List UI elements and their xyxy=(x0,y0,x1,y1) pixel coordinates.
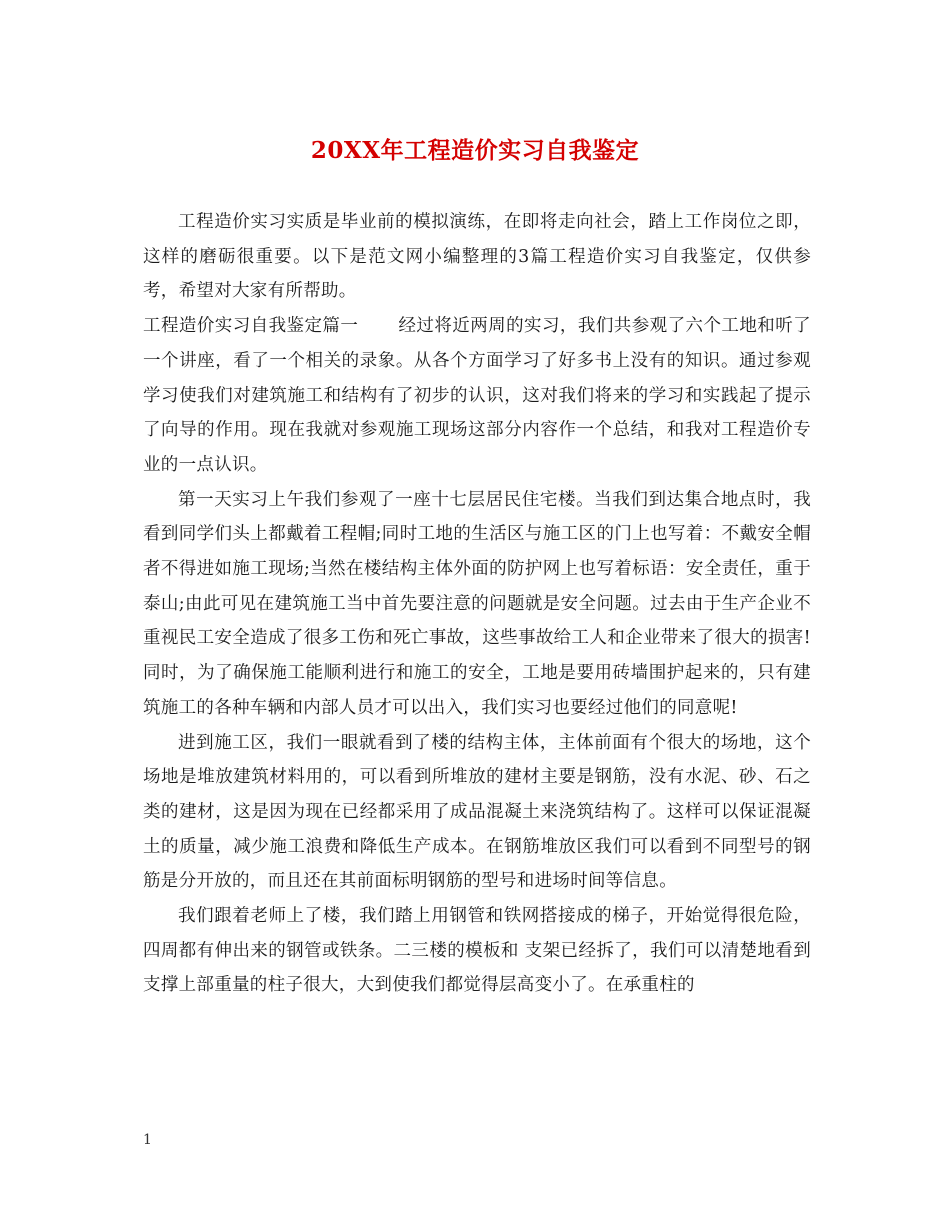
section-heading: 工程造价实习自我鉴定篇一 xyxy=(143,316,359,337)
page-number: 1 xyxy=(143,1132,152,1148)
body-paragraph: 进到施工区，我们一眼就看到了楼的结构主体，主体前面有个很大的场地，这个场地是堆放建筑材料用的，可以看到所堆放的建材主要是钢筋，没有水泥、砂、石之类的建材，这是因为现在已经都采用了成品混凝土来浇筑结构了。这样可以保证混凝土的质量，减少施工浪费和降低生产成本。在钢筋堆放区我们可以看到不同型号的钢筋是分开放的，而且还在其前面标明钢筋的型号和进场时间等信息。 xyxy=(143,732,811,892)
section-first-paragraph: 经过将近两周的实习，我们共参观了六个工地和听了一个讲座，看了一个相关的录象。从各个方面学习了好多书上没有的知识。通过参观学习使我们对建筑施工和结构有了初步的认识，这对我们将来的学习和实践起了提示了向导的作用。现在我就对参观施工现场这部分内容作一个总结，和我对工程造价专业的一点认识。 xyxy=(143,316,811,475)
intro-paragraph: 工程造价实习实质是毕业前的模拟演练，在即将走向社会，踏上工作岗位之即，这样的磨砺很重要。以下是范文网小编整理的3篇工程造价实习自我鉴定，仅供参考，希望对大家有所帮助。 xyxy=(143,212,811,302)
body-paragraph: 我们跟着老师上了楼，我们踏上用钢管和铁网搭接成的梯子，开始觉得很危险，四周都有伸出来的钢管或铁条。二三楼的模板和 支架已经拆了，我们可以清楚地看到支撑上部重量的柱子很大，大到使我们都觉得层高变小了。在承重柱的 xyxy=(143,906,811,996)
body-paragraph: 第一天实习上午我们参观了一座十七层居民住宅楼。当我们到达集合地点时，我看到同学们头上都戴着工程帽;同时工地的生活区与施工区的门上也写着：不戴安全帽者不得进如施工现场;当然在楼结构主体外面的防护网上也写着标语：安全责任，重于泰山;由此可见在建筑施工当中首先要注意的问题就是安全问题。过去由于生产企业不重视民工安全造成了很多工伤和死亡事故，这些事故给工人和企业带来了很大的损害!同时，为了确保施工能顺利进行和施工的安全，工地是要用砖墙围护起来的，只有建筑施工的各种车辆和内部人员才可以出入，我们实习也要经过他们的同意呢! xyxy=(143,489,811,718)
section-paragraph xyxy=(143,309,811,483)
document-title: 20XX年工程造价实习自我鉴定 xyxy=(310,137,640,164)
document-body xyxy=(143,205,811,1003)
